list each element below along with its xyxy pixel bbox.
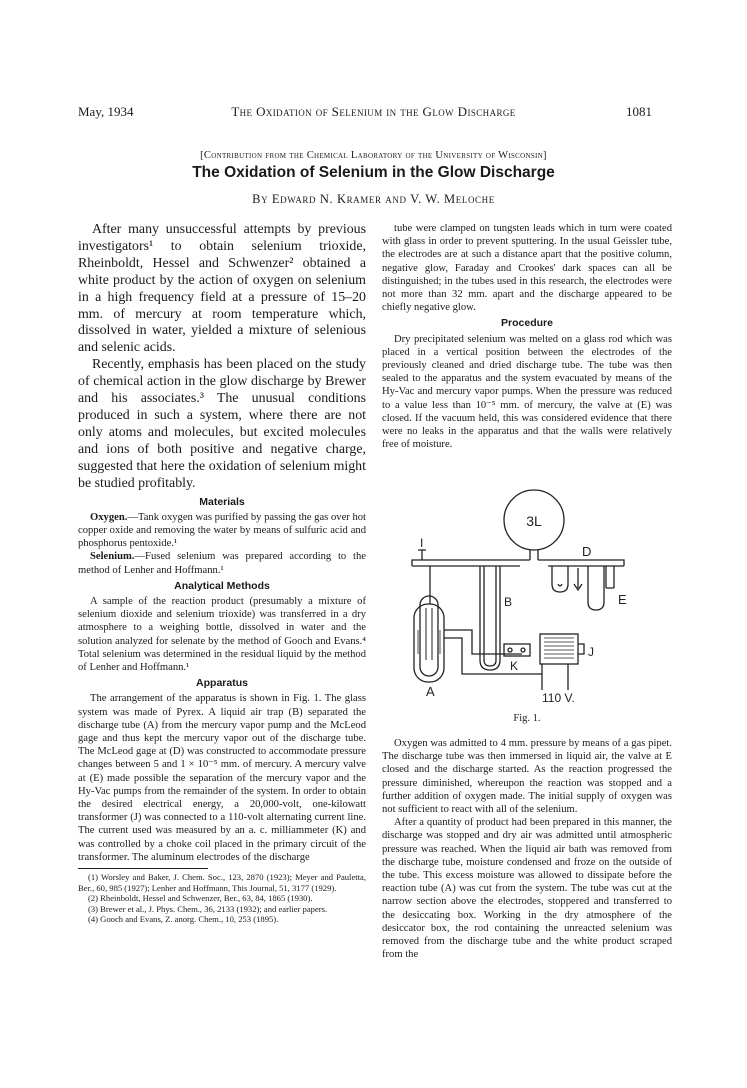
discharge-tube — [420, 596, 438, 676]
mcleod-gage — [552, 566, 568, 592]
label-110v: 110 V. — [542, 691, 575, 705]
procedure-paragraph-2: Oxygen was admitted to 4 mm. pressure by means of a gas pipet. The discharge tube was then immersed in liquid air, the valve at E closed and the discharge started. As the reaction progressed the pressure diminished, whereupon the reaction was stopped and a further addition of oxygen made. The initial supply of oxygen was not sufficient to react with all of the selenium. — [382, 738, 672, 816]
procedure-paragraph-3: After a quantity of product had been prepared in this manner, the discharge was stopped and dry air was admitted until atmospheric pressure was reached. When the liquid air bath was removed from the discharge tube, moisture condensed and froze on the outside of the tube. This excess moisture was allowed to dissipate before the reaction tube (A) was cut from the system. The tube was cut at the narrow section above the electrodes, stoppered and transferred to the desiccating box. Working in the dry atmosphere of the desiccator box, the rod containing the unreacted selenium was removed from the discharge tube and the white product scraped from the — [382, 817, 672, 961]
footnote-rule — [78, 868, 208, 869]
selenium-lead: Selenium. — [90, 551, 135, 563]
selenium-paragraph — [78, 550, 366, 576]
apparatus-figure — [392, 484, 662, 722]
recent-paragraph: Recently, emphasis has been placed on the study of chemical action in the glow discharge by Brewer and his associates.³ The unusual conditions produced in such a system, where there are not only atoms and molecules, but excited molecules and ions of both positive and negative charge, suggested that here the oxidation of selenium might be studied profitably. — [78, 357, 366, 491]
transformer-j — [540, 634, 578, 664]
footnote-3: (3) Brewer et al., J. Phys. Chem., 36, 2133 (1932); and earlier papers. — [88, 903, 328, 914]
oxygen-text: —Tank oxygen was purified by passing the gas over hot copper oxide and removing the water by means of sulfuric acid and phosphorus pentoxide.¹ — [78, 511, 366, 550]
apparatus-paragraph: The arrangement of the apparatus is shown in Fig. 1. The glass system was made of Pyrex. A liquid air trap (B) separated the discharge tube (A) from the mercury vapor pump and the McLeod gage and thus kept the mercury vapor out of the discharge tube. The McLeod gage at (D) was constructed to accommodate pressure changes between 5 and 1 × 10⁻⁵ mm. of mercury. A mercury valve at (E) made possible the separation of the mercury vapor and the Hy-Vac pumps from the remainder of the system. In order to obtain the desired electrical energy, a 20,000-volt, one-kilowatt transformer (J) was connected to a 110-volt alternating current line. The current used was measured by an a. c. milliammeter (K) and was controlled by a choke coil placed in the primary circuit of the transformer. The aluminum electrodes of the discharge — [78, 693, 366, 863]
running-header-date: May, 1934 — [78, 104, 134, 119]
label-b: B — [504, 595, 513, 609]
trap-b — [484, 566, 496, 666]
label-3l: 3L — [526, 513, 542, 529]
analytical-paragraph: A sample of the reaction product (presumably a mixture of selenium dioxide and selenium trioxide) was transferred in a dry atmosphere to a weighing bottle, dissolved in water and the solution analyzed for selenate by the method of Gooch and Evans.⁴ Total selenium was determined in the residual liquid by the method of Lenher and Hoffmann.¹ — [78, 595, 366, 673]
left-column — [78, 222, 366, 925]
manifold-tube — [412, 560, 624, 566]
selenium-text: —Fused selenium was prepared according to the method of Lenher and Hoffmann.¹ — [78, 551, 366, 576]
label-a: A — [426, 684, 435, 699]
apparatus-heading: Apparatus — [196, 677, 248, 690]
right-column — [382, 222, 672, 451]
analytical-heading: Analytical Methods — [174, 579, 270, 592]
footnote-2: (2) Rheinboldt, Hessel and Schwenzer, Ber., 63, 84, 1865 (1930). — [88, 893, 313, 904]
electrodes-paragraph: tube were clamped on tungsten leads which in turn were coated with glass in order to prevent sputtering. In the usual Geissler tube, the electrodes are at such a distance apart that the positive column, negative glow, Faraday and Crookes' dark spaces can all be distinguished; in the tubes used in this research, the electrodes were not more than 32 mm. apart and the discharge appeared to be chiefly negative glow. — [382, 223, 672, 314]
label-j: J — [588, 645, 594, 659]
right-column-lower — [382, 737, 672, 961]
label-i: I — [420, 536, 424, 550]
label-d: D — [582, 544, 592, 559]
figure-caption: Fig. 1. — [513, 713, 541, 724]
authors-line: By Edward N. Kramer and V. W. Meloche — [252, 192, 495, 206]
liquid-air-dewar — [414, 604, 444, 682]
intro-paragraph: After many unsuccessful attempts by previous investigators¹ to obtain selenium trioxide, Rheinboldt, Hessel and Schwenzer² obtained a white product by the action of oxygen on selenium in a high frequency field at a pressure of 15–20 mm. of mercury at room temperature which, dissolved in water, yielded a mixture of selenious and selenic acids. — [78, 222, 366, 356]
valve-e — [588, 566, 604, 610]
procedure-paragraph-1: Dry precipitated selenium was melted on a glass rod which was placed in a vertical position between the electrodes of the previously cleaned and dried discharge tube. The tube was then sealed to the apparatus and the system evacuated by means of the Hy-Vac and mercury vapor pumps. When the pressure was reduced to a value less than 10⁻⁵ mm. of mercury, the valve at (E) was closed. If the vacuum held, this was considered evidence that there were no leaks in the apparatus and that the walls were relatively free of moisture. — [382, 333, 672, 451]
article-title: The Oxidation of Selenium in the Glow Discharge — [192, 164, 555, 181]
oxygen-paragraph — [78, 511, 366, 551]
footnote-1: (1) Worsley and Baker, J. Chem. Soc., 123, 2870 (1923); Meyer and Pauletta, Ber., 60, 985 (1927); Lenher and Hoffmann, This Journal, 51, 3177 (1929). — [78, 871, 366, 893]
label-e: E — [618, 592, 627, 607]
oxygen-lead: Oxygen. — [90, 511, 128, 523]
procedure-heading: Procedure — [501, 317, 553, 330]
materials-heading: Materials — [199, 495, 245, 508]
label-k: K — [510, 659, 519, 673]
running-header-title: The Oxidation of Selenium in the Glow Discharge — [231, 104, 516, 119]
footnote-4: (4) Gooch and Evans, Z. anorg. Chem., 10, 253 (1895). — [88, 914, 279, 925]
page-number: 1081 — [626, 104, 652, 119]
contribution-line: [Contribution from the Chemical Laboratory of the University of Wisconsin] — [200, 150, 547, 161]
apparatus-diagram — [392, 484, 662, 706]
footnotes — [78, 872, 366, 925]
